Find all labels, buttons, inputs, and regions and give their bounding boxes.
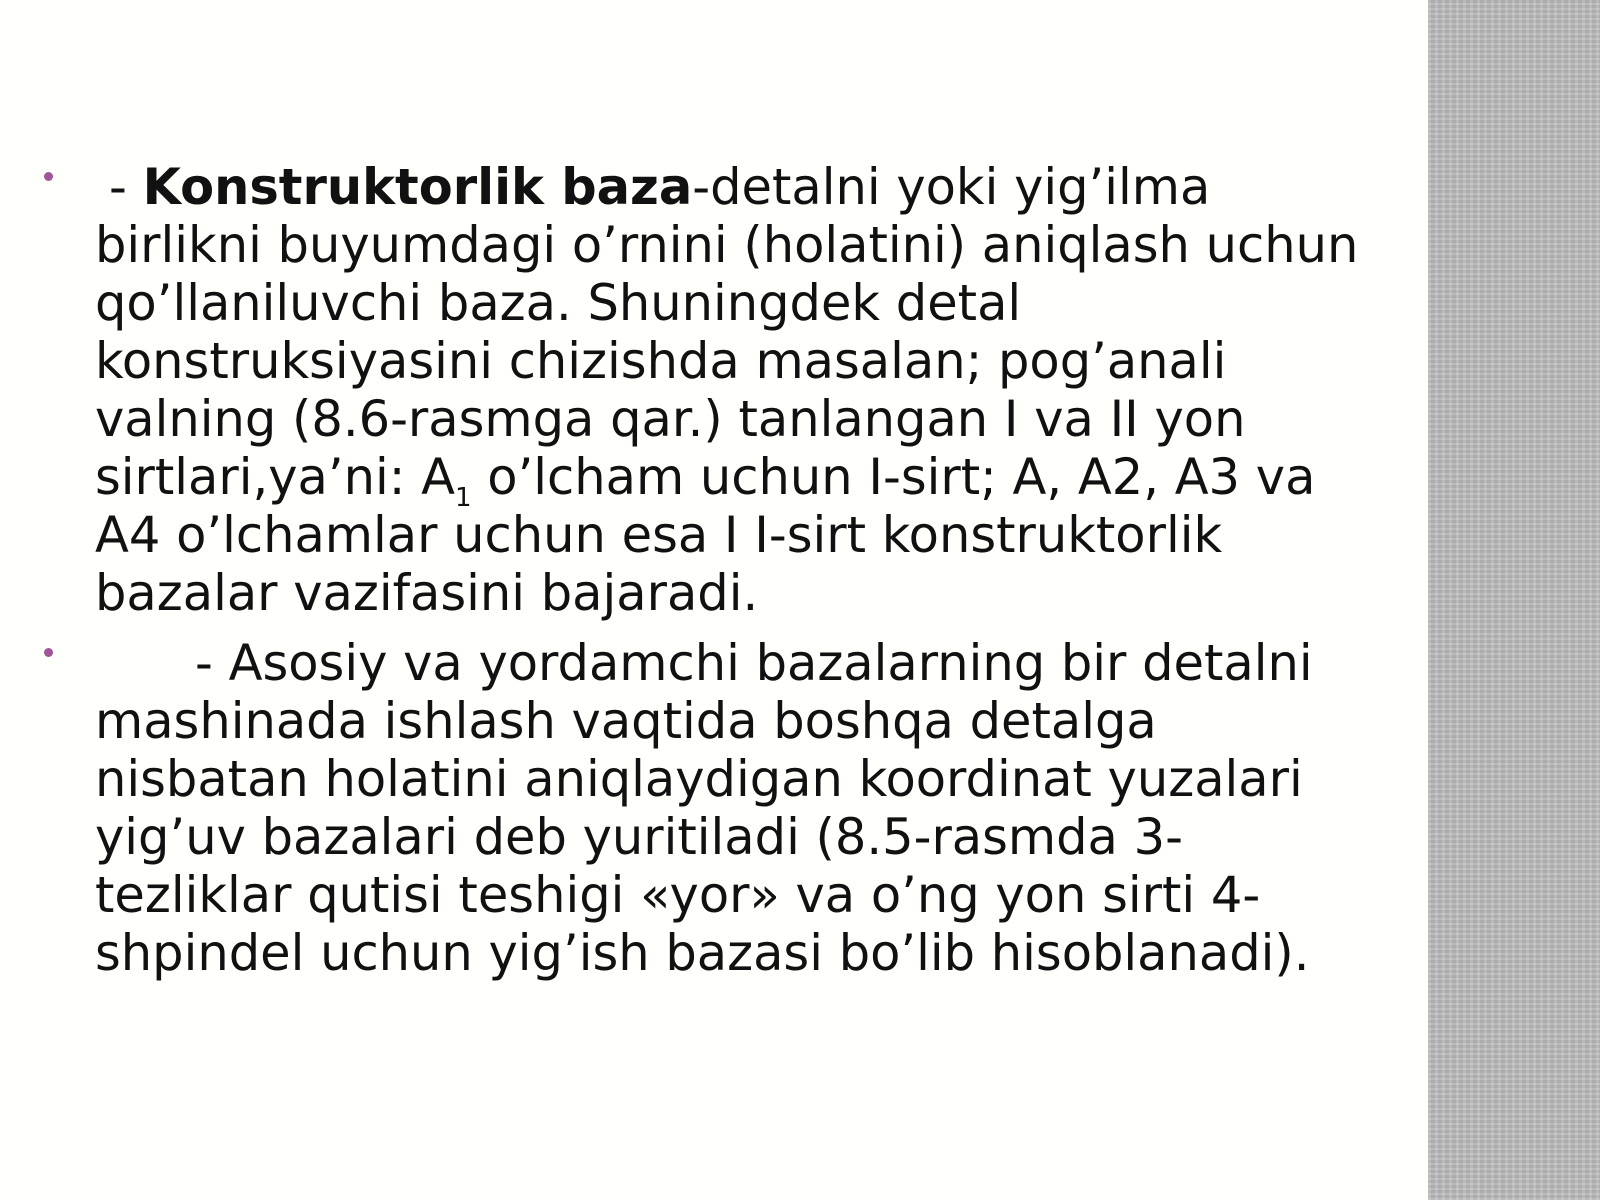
item-term: Konstruktorlik baza: [142, 158, 693, 216]
item-text-part-b: o’lcham uchun I-sirt; A, A2, A3 va A4 o’lchamlar uchun esa I I-sirt konstruktorlik bazalar vazifasini bajaradi.: [95, 448, 1316, 622]
bullet-list: [0, 158, 1428, 982]
bullet-item-konstruktorlik-baza: [0, 158, 1428, 622]
item-text-part-a: -detalni yoki yig’ilma birlikni buyumdagi o’rnini (holatini) aniqlash uchun qo’llaniluvchi baza. Shuningdek detal konstruksiyasini chizishda masalan; pog’anali valning (8.6-rasmga qar.) tanlangan I va II yon sirtlari,ya’ni: A: [95, 158, 1359, 506]
item-text: - Asosiy va yordamchi bazalarning bir detalni mashinada ishlash vaqtida boshqa detalga nisbatan holatini aniqlaydigan koordinat yuzalari yig’uv bazalari deb yuritiladi (8.5-rasmda 3-tezliklar qutisi teshigi «yor» va o’ng yon sirti 4-shpindel uchun yig’ish bazasi bo’lib hisoblanadi).: [95, 634, 1313, 982]
bullet-dot: [44, 648, 53, 657]
bullet-dot: [44, 172, 53, 181]
item-dash: -: [109, 158, 143, 216]
side-decorative-panel: [1428, 0, 1600, 1200]
bullet-item-yiguv-bazalari: [0, 634, 1428, 982]
item-subscript: 1: [455, 483, 472, 513]
